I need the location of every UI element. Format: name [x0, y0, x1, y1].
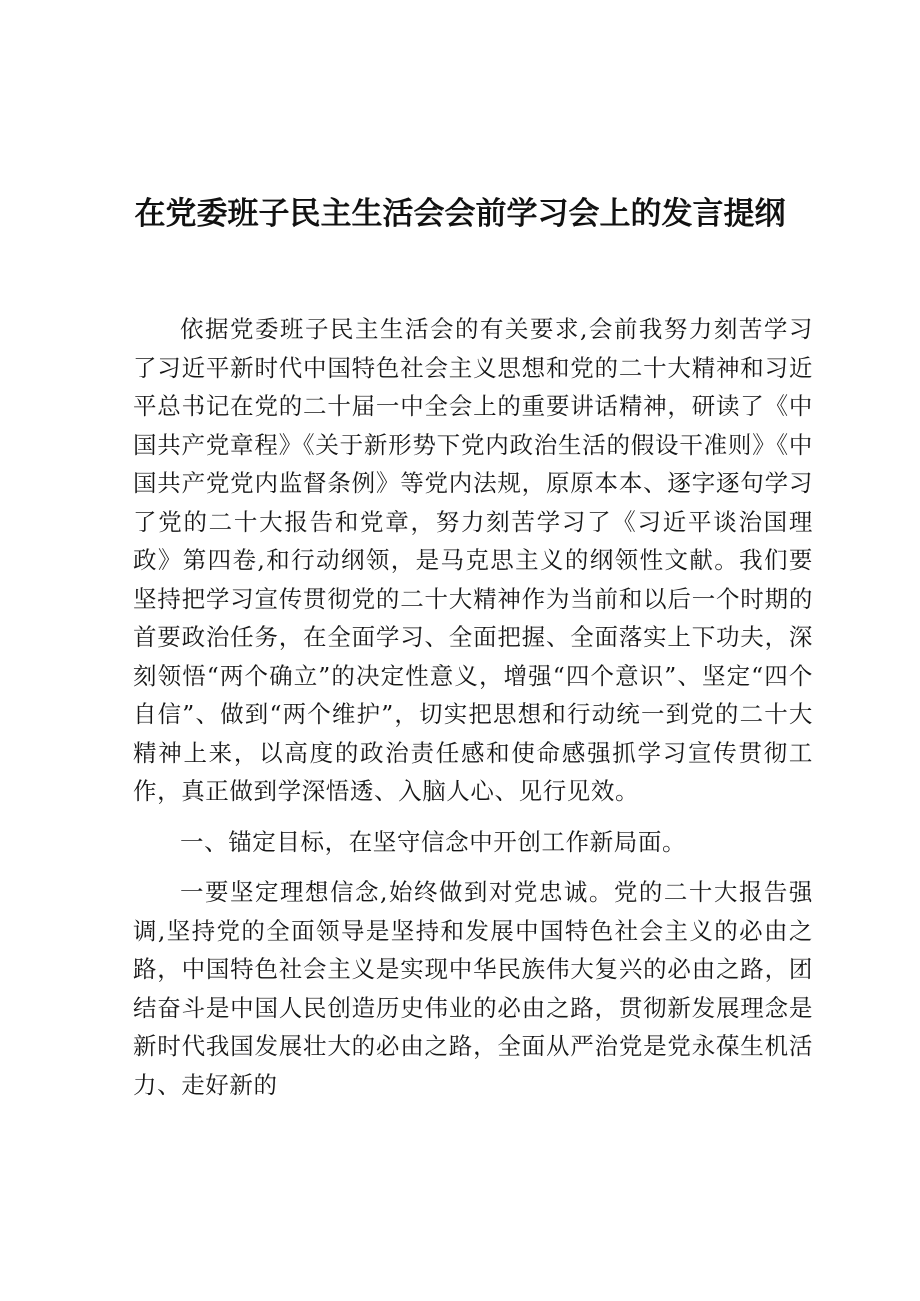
document-body: [133, 310, 813, 1104]
body-paragraph-1: 一要坚定理想信念,始终做到对党忠诚。党的二十大报告强调,坚持党的全面领导是坚持和发展中国特色社会主义的必由之路，中国特色社会主义是实现中华民族伟大复兴的必由之路，团结奋斗是中国人民创造历史伟业的必由之路，贯彻新发展理念是新时代我国发展壮大的必由之路，全面从严治党是党永葆生机活力、走好新的: [133, 878, 813, 1099]
intro-paragraph: 依据党委班子民主生活会的有关要求,会前我努力刻苦学习了习近平新时代中国特色社会主义思想和党的二十大精神和习近平总书记在党的二十届一中全会上的重要讲话精神，研读了《中国共产党章程》《关于新形势下党内政治生活的假设干准则》《中国共产党党内监督条例》等党内法规，原原本本、逐字逐句学习了党的二十大报告和党章，努力刻苦学习了《习近平谈治国理政》第四卷,和行动纲领，是马克思主义的纲领性文献。我们要坚持把学习宣传贯彻党的二十大精神作为当前和以后一个时期的首要政治任务，在全面学习、全面把握、全面落实上下功夫，深刻领悟“两个确立”的决定性意义，增强“四个意识”、坚定“四个自信”、做到“两个维护”，切实把思想和行动统一到党的二十大精神上来，以高度的政治责任感和使命感强抓学习宣传贯彻工作，真正做到学深悟透、入脑人心、见行见效。: [133, 315, 813, 805]
section-heading-1: 一、锚定目标，在坚守信念中开创工作新局面。: [180, 827, 687, 856]
document-title: 在党委班子民主生活会会前学习会上的发言提纲: [134, 196, 786, 232]
